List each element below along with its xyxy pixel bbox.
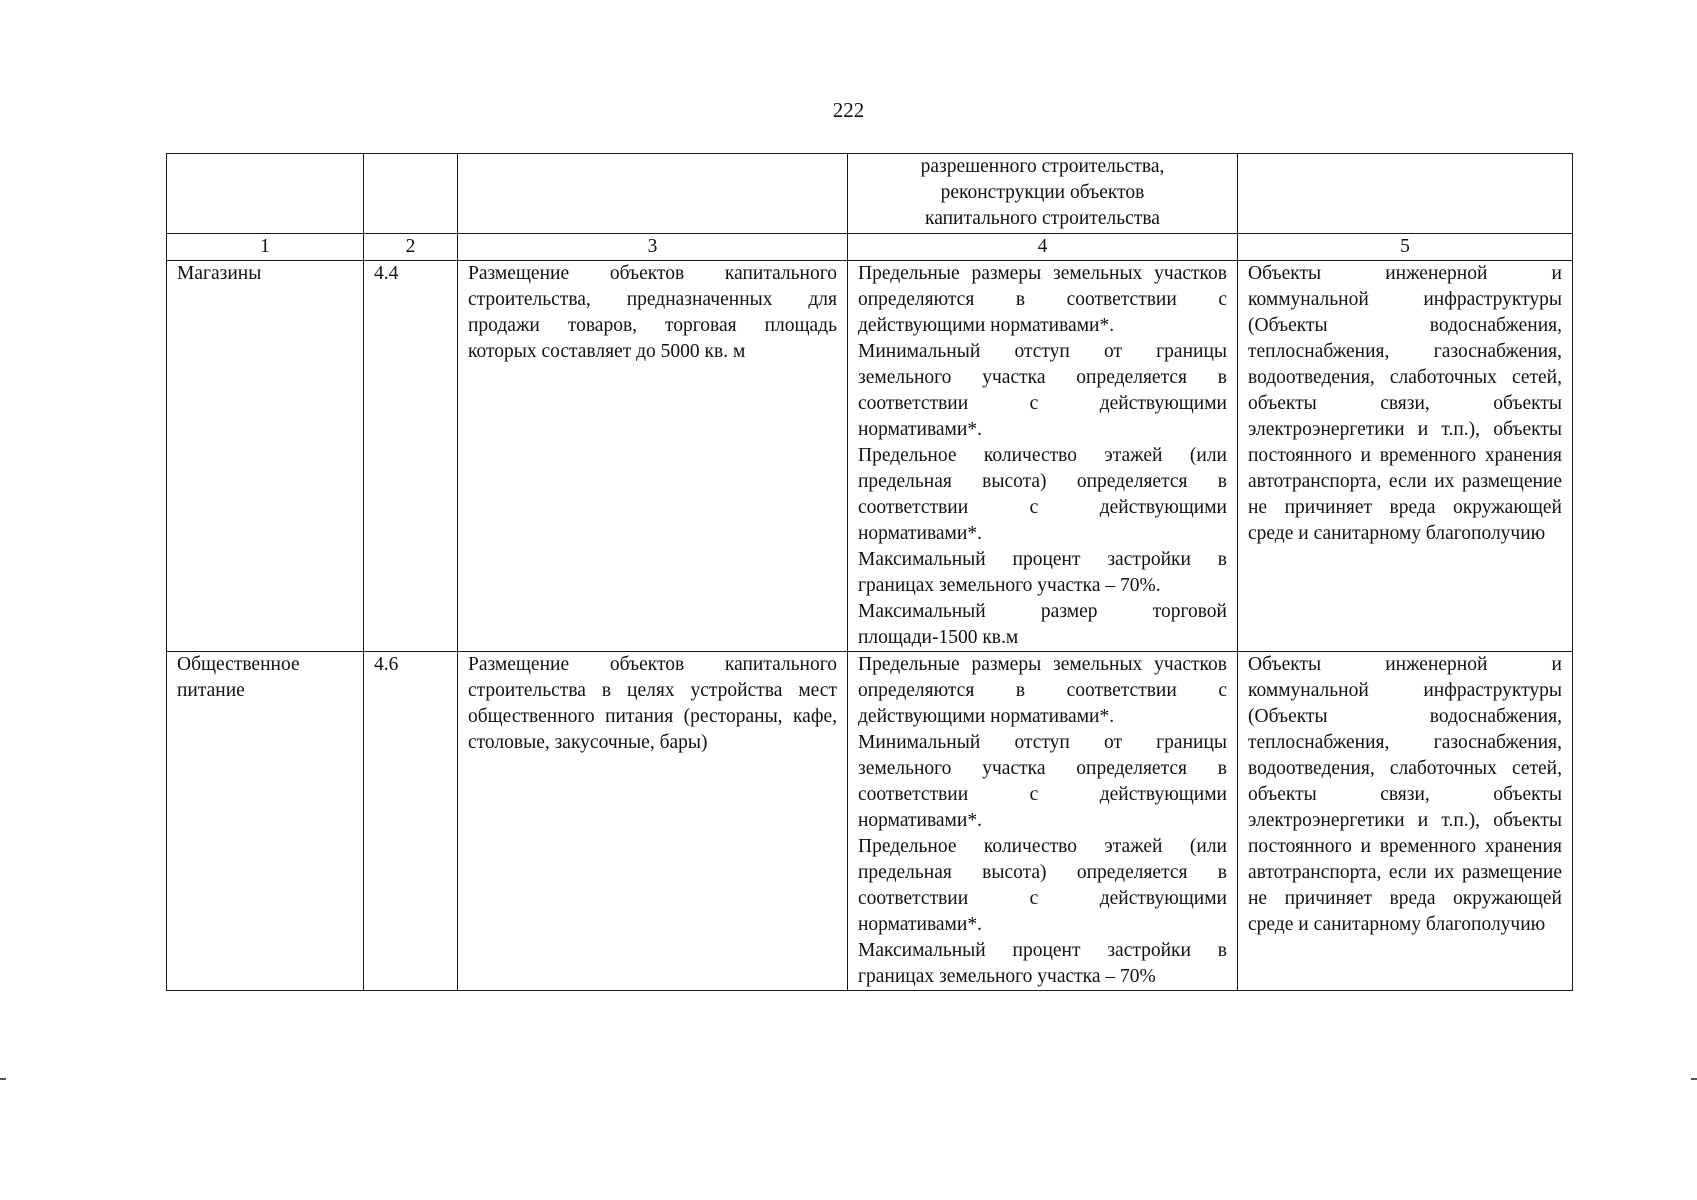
- header-cell-5: [1238, 154, 1573, 234]
- use-description: Размещение объектов капитального строительства в целях устройства мест общественного питания (рестораны, кафе, столовые, закусочные, бары): [468, 654, 837, 753]
- use-name-cell: [167, 652, 364, 991]
- column-number: 3: [458, 234, 848, 261]
- column-number: 2: [364, 234, 458, 261]
- header-cell-1: [167, 154, 364, 234]
- column-number-row: [167, 234, 1573, 261]
- use-description-cell: [458, 261, 848, 652]
- use-code-cell: [364, 652, 458, 991]
- parameter-text: Максимальный процент застройки в границах земельного участка – 70%.: [858, 549, 1227, 596]
- table-row: [167, 652, 1573, 991]
- header-continuation-row: [167, 154, 1573, 234]
- header-cell-3: [458, 154, 848, 234]
- auxiliary-uses-text: Объекты инженерной и коммунальной инфраструктуры (Объекты водоснабжения, теплоснабжения, газоснабжения, водоотведения, слаботочных сетей, объекты связи, объекты электроэнергетики и т.п.), объекты постоянного и временного хранения автотранспорта, если их размещение не причиняет вреда окружающей среде и санитарному благополучию: [1248, 654, 1562, 935]
- parameter-text: Максимальный размер торговой площади-1500 кв.м: [858, 601, 1227, 648]
- regulations-table: [166, 153, 1573, 991]
- page-number: 222: [832, 98, 865, 122]
- parameter-text: Минимальный отступ от границы земельного участка определяется в соответствии с действующими нормативами*.: [858, 732, 1227, 831]
- parameter-text: Предельные размеры земельных участков определяются в соответствии с действующими нормативами*.: [858, 654, 1227, 727]
- column-number: 5: [1238, 234, 1573, 261]
- auxiliary-uses-cell: [1238, 261, 1573, 652]
- use-description: Размещение объектов капитального строительства, предназначенных для продажи товаров, торговая площадь которых составляет до 5000 кв. м: [468, 263, 837, 362]
- column-number: 1: [167, 234, 364, 261]
- use-code: 4.4: [374, 263, 399, 284]
- header-cell-2: [364, 154, 458, 234]
- auxiliary-uses-text: Объекты инженерной и коммунальной инфраструктуры (Объекты водоснабжения, теплоснабжения, газоснабжения, водоотведения, слаботочных сетей, объекты связи, объекты электроэнергетики и т.п.), объекты постоянного и временного хранения автотранспорта, если их размещение не причиняет вреда окружающей среде и санитарному благополучию: [1248, 263, 1562, 544]
- table-row: [167, 261, 1573, 652]
- use-name: Магазины: [177, 263, 262, 284]
- parameter-text: Предельное количество этажей (или предельная высота) определяется в соответствии с действующими нормативами*.: [858, 445, 1227, 544]
- header-continuation-text: разрешенного строительства, реконструкции объектов капитального строительства: [920, 156, 1165, 229]
- auxiliary-uses-cell: [1238, 652, 1573, 991]
- use-code: 4.6: [374, 654, 399, 675]
- header-cell-4: [848, 154, 1238, 234]
- parameter-text: Предельные размеры земельных участков определяются в соответствии с действующими нормативами*.: [858, 263, 1227, 336]
- use-code-cell: [364, 261, 458, 652]
- parameter-text: Предельное количество этажей (или предельная высота) определяется в соответствии с действующими нормативами*.: [858, 836, 1227, 935]
- scan-edge-mark: [0, 1078, 6, 1080]
- use-name: Общественное питание: [177, 654, 300, 701]
- use-description-cell: [458, 652, 848, 991]
- use-name-cell: [167, 261, 364, 652]
- parameters-cell: [848, 261, 1238, 652]
- parameters-cell: [848, 652, 1238, 991]
- parameter-text: Минимальный отступ от границы земельного участка определяется в соответствии с действующими нормативами*.: [858, 341, 1227, 440]
- parameter-text: Максимальный процент застройки в границах земельного участка – 70%: [858, 940, 1227, 987]
- scan-edge-mark: [1691, 1078, 1697, 1080]
- column-number: 4: [848, 234, 1238, 261]
